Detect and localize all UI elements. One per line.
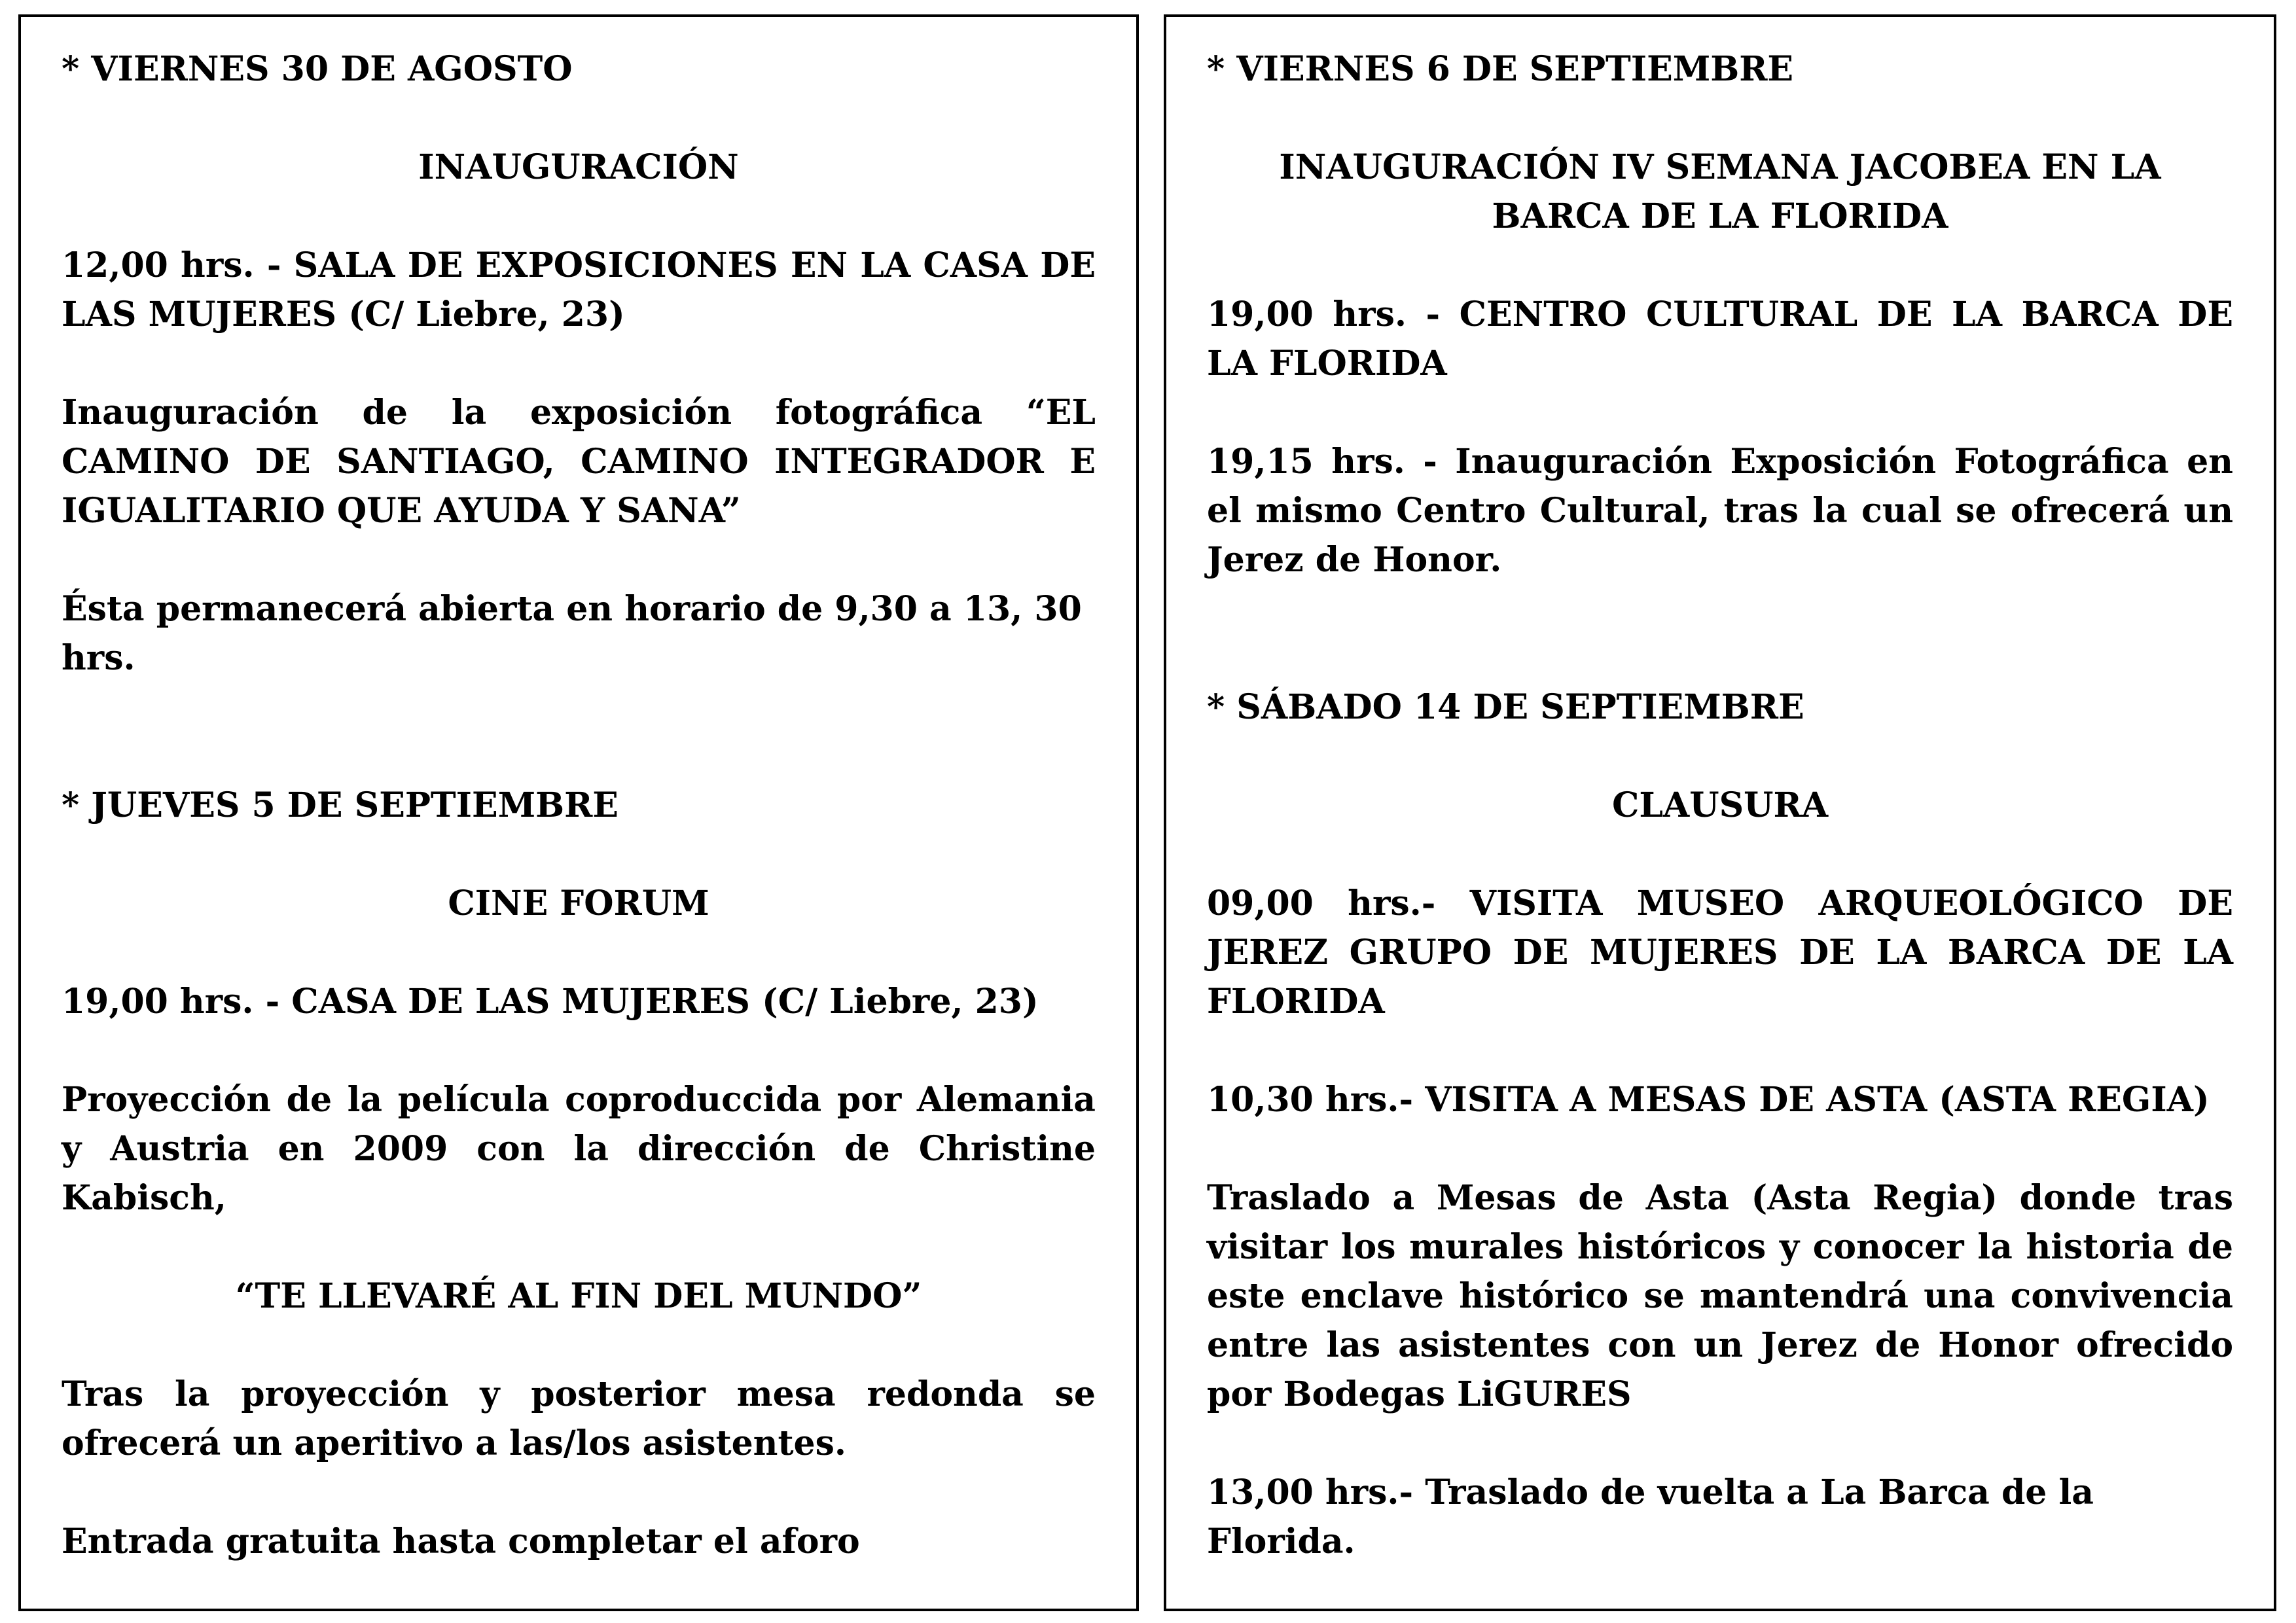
- program-panel-right: [1164, 14, 2276, 1611]
- event-venue-sala-exposiciones: 12,00 hrs. - SALA DE EXPOSICIONES EN LA CASA DE LAS MUJERES (C/ Liebre, 23): [62, 245, 1096, 334]
- event-film-title: “TE LLEVARÉ AL FIN DEL MUNDO”: [235, 1276, 922, 1316]
- event-description-exposicion: Inauguración de la exposición fotográfica “EL CAMINO DE SANTIAGO, CAMINO INTEGRADOR E IGUALITARIO QUE AYUDA Y SANA”: [62, 393, 1096, 531]
- event-opening-hours: Ésta permanecerá abierta en horario de 9,30 a 13, 30 hrs.: [62, 589, 1082, 678]
- event-title-inauguracion: INAUGURACIÓN: [418, 147, 739, 187]
- event-title-clausura: CLAUSURA: [1611, 785, 1829, 825]
- event-title-cine-forum: CINE FORUM: [448, 883, 709, 923]
- program-panel-left: [18, 14, 1139, 1611]
- day-heading-jueves-5-septiembre: * JUEVES 5 DE SEPTIEMBRE: [62, 785, 619, 825]
- event-venue-casa-mujeres: 19,00 hrs. - CASA DE LAS MUJERES (C/ Liebre, 23): [62, 982, 1039, 1022]
- day-heading-viernes-30-agosto: * VIERNES 30 DE AGOSTO: [62, 49, 573, 89]
- event-transfer-description: Traslado a Mesas de Asta (Asta Regia) donde tras visitar los murales históricos y conocer la historia de este enclave histórico se mantendrá una convivencia entre las asistentes con un Jerez de Honor ofrecido por Bodegas LiGURES: [1207, 1178, 2233, 1414]
- event-return-transfer: 13,00 hrs.- Traslado de vuelta a La Barca de la Florida.: [1207, 1472, 2094, 1561]
- event-exhibition-opening: 19,15 hrs. - Inauguración Exposición Fotográfica en el mismo Centro Cultural, tras la cual se ofrecerá un Jerez de Honor.: [1207, 442, 2233, 580]
- event-title-semana-jacobea: INAUGURACIÓN IV SEMANA JACOBEA EN LA BARCA DE LA FLORIDA: [1279, 147, 2161, 236]
- event-mesas-de-asta-visit: 10,30 hrs.- VISITA A MESAS DE ASTA (ASTA REGIA): [1207, 1080, 2210, 1120]
- event-after-projection: Tras la proyección y posterior mesa redonda se ofrecerá un aperitivo a las/los asistentes.: [62, 1374, 1096, 1463]
- event-museum-visit: 09,00 hrs.- VISITA MUSEO ARQUEOLÓGICO DE JEREZ GRUPO DE MUJERES DE LA BARCA DE LA FLORIDA: [1207, 883, 2233, 1022]
- event-free-entry: Entrada gratuita hasta completar el aforo: [62, 1522, 860, 1561]
- event-venue-centro-cultural: 19,00 hrs. - CENTRO CULTURAL DE LA BARCA DE LA FLORIDA: [1207, 294, 2233, 383]
- day-heading-sabado-14-septiembre: * SÁBADO 14 DE SEPTIEMBRE: [1207, 687, 1804, 727]
- day-heading-viernes-6-septiembre: * VIERNES 6 DE SEPTIEMBRE: [1207, 49, 1794, 89]
- event-description-pelicula: Proyección de la película coproduccida por Alemania y Austria en 2009 con la dirección de Christine Kabisch,: [62, 1080, 1096, 1218]
